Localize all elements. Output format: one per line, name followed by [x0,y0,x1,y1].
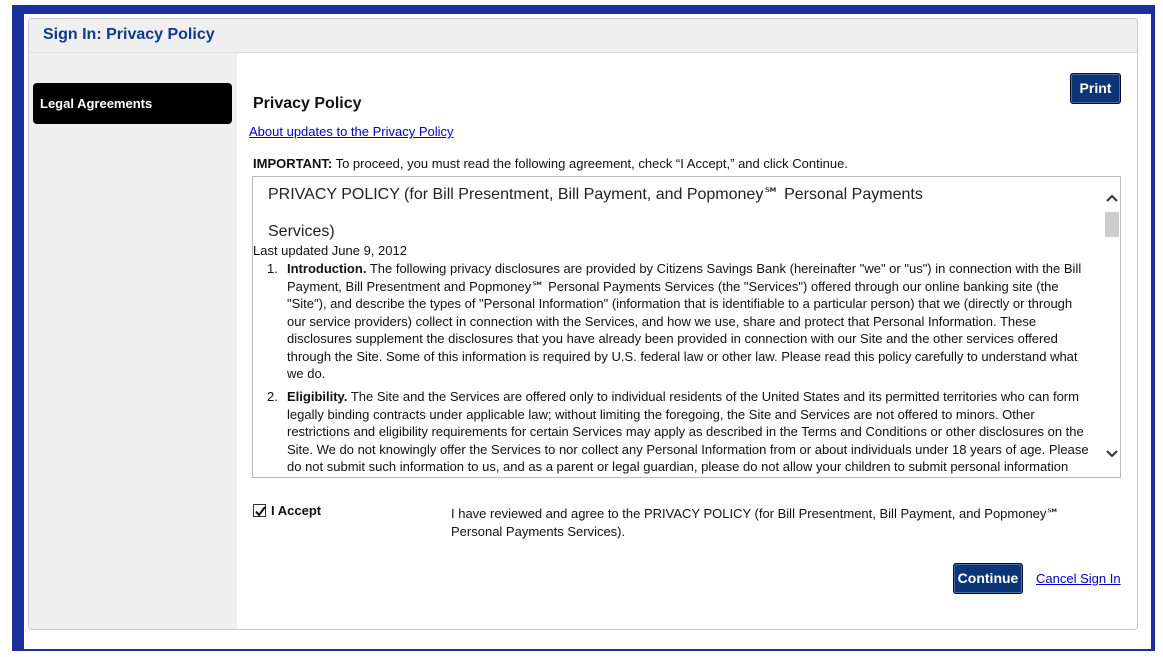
section-number: 2. [267,389,278,404]
print-button[interactable]: Print [1070,73,1121,104]
scroll-thumb[interactable] [1105,212,1119,237]
accept-label[interactable]: I Accept [271,503,322,518]
accept-statement: I have reviewed and agree to the PRIVACY POLICY (for Bill Presentment, Bill Payment, and Popmoney℠ Personal Payments Services). [451,506,1060,539]
section-title: Introduction. [287,261,367,276]
policy-last-updated: Last updated June 9, 2012 [253,243,407,258]
accept-checkbox[interactable] [253,504,266,517]
panel-header [29,19,1137,53]
important-notice [253,156,848,171]
checkmark-icon [254,505,267,518]
section-title: Eligibility. [287,389,348,404]
policy-scroll-area [253,177,1104,477]
sidebar [29,53,237,629]
important-label: IMPORTANT: [253,156,333,171]
main-content [237,53,1137,629]
scroll-down-icon[interactable] [1104,447,1120,461]
policy-scrollbar[interactable] [1104,177,1120,477]
privacy-updates-link[interactable]: About updates to the Privacy Policy [249,124,454,139]
signin-panel [28,18,1138,630]
important-text: To proceed, you must read the following agreement, check “I Accept,” and click Continue. [332,156,848,171]
cancel-signin-link[interactable]: Cancel Sign In [1036,571,1121,586]
section-body [287,260,1093,383]
scroll-up-icon[interactable] [1104,191,1120,205]
section-body [287,388,1093,476]
page-area [24,14,1151,649]
section-number: 1. [267,261,278,276]
policy-text-box[interactable] [252,176,1121,478]
browser-frame [12,5,1155,651]
content-title: Privacy Policy [253,95,362,112]
continue-button[interactable]: Continue [953,563,1023,594]
page-title: Sign In: Privacy Policy [43,26,215,43]
sidebar-item-legal-agreements[interactable]: Legal Agreements [33,83,232,124]
section-text: The Site and the Services are offered only to individual residents of the United States and its permitted territories who can form legally binding contracts under applicable law; without limiting the foregoing, the Site and Services are not offered to minors. Other restrictions and eligibility requirements for certain Services may apply as described in the Terms and Conditions or other disclosures on the Site. We do not knowingly offer the Services to nor collect any Personal Information from or about individuals under 18 years of age. Please do not submit such information to us, and as a parent or legal guardian, please do not allow your children to submit personal information [287,389,1089,474]
section-text: The following privacy disclosures are provided by Citizens Savings Bank (hereinafter "we" or "us") in connection with the Bill Payment, Bill Presentment and Popmoney℠ Personal Payments Services (the "Services") offered through our online banking site (the "Site"), and describe the types of "Personal Information" (information that is identifiable to a particular person) that we (directly or through our service providers) collect in connection with the Services, and how we use, share and protect that Personal Information. These disclosures supplement the disclosures that you have already been provided in connection with our Site and the other services offered through the Site. Some of this information is required by U.S. federal law or other law. Please read this policy carefully to understand what we do. [287,261,1082,381]
policy-heading: PRIVACY POLICY (for Bill Presentment, Bill Payment, and Popmoney℠ Personal Payments Services) [268,186,923,240]
